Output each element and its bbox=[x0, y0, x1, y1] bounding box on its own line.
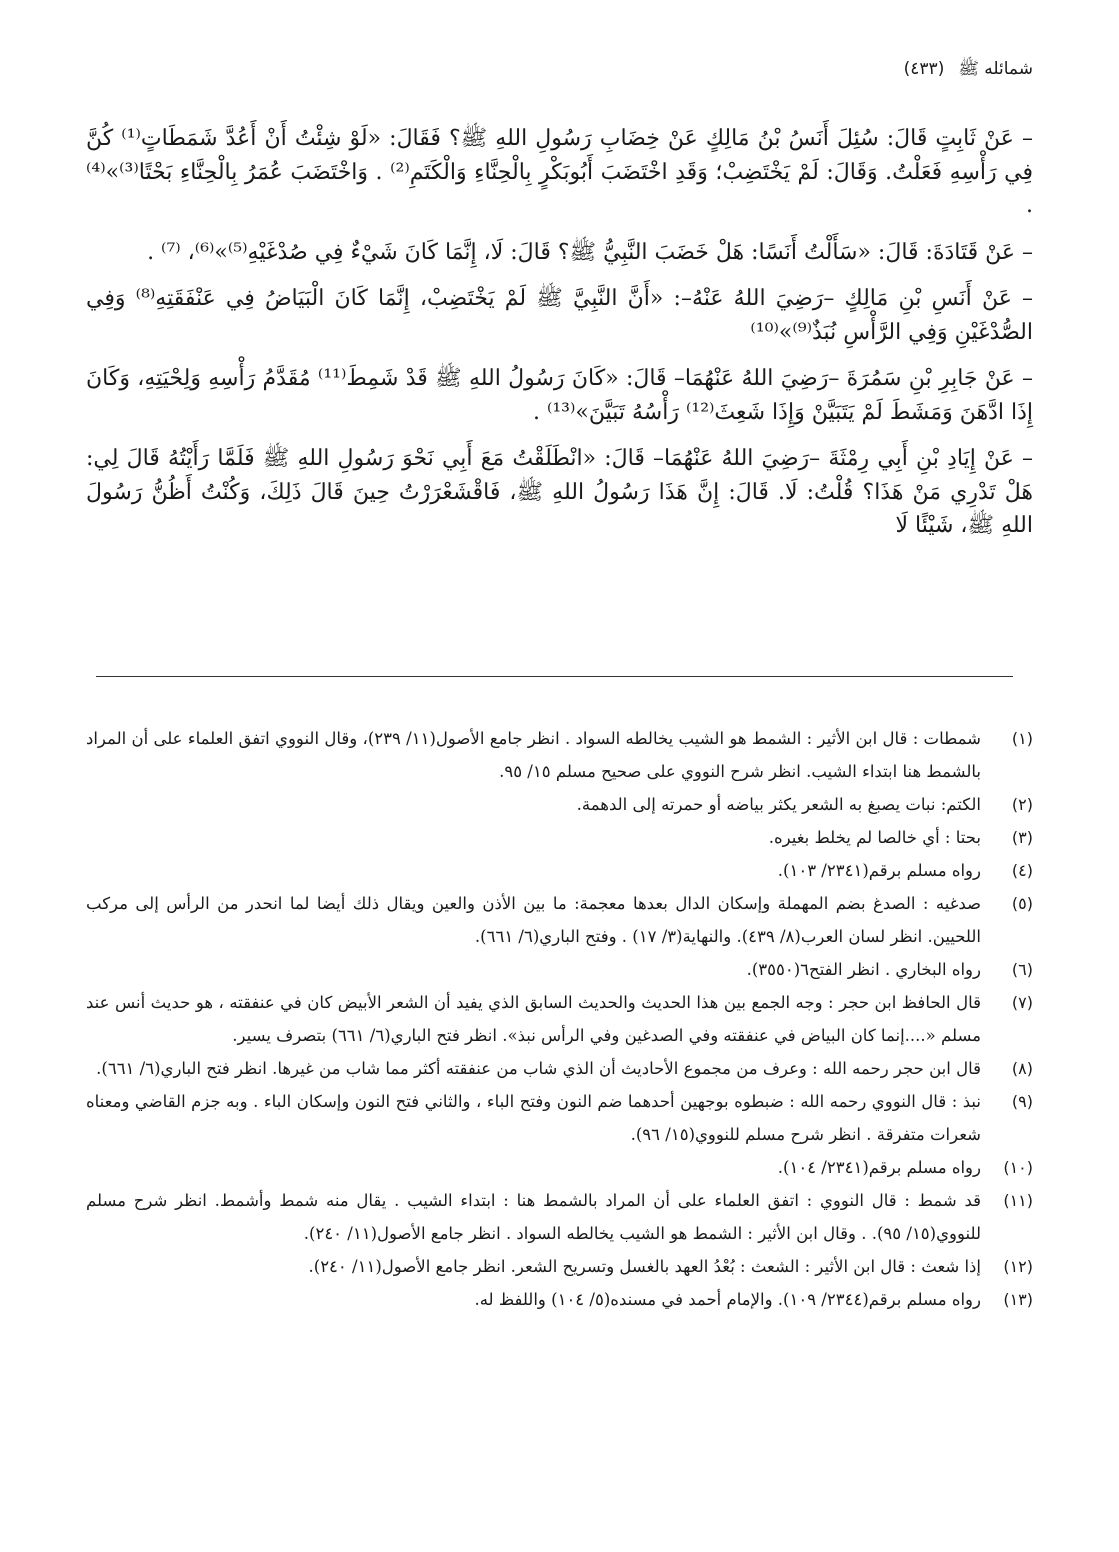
footnote-number: (٦) bbox=[1011, 960, 1033, 979]
footnote-text: إذا شعث : قال ابن الأثير : الشعث : بُعْدُ العهد بالغسل وتسريح الشعر. انظر جامع الأصول(١١/ ٢٤٠). bbox=[308, 1257, 981, 1276]
footnote-number: (١١) bbox=[1003, 1191, 1033, 1210]
footnote bbox=[86, 1151, 1033, 1184]
footnote-number: (٣) bbox=[1011, 828, 1033, 847]
footnote-text: قال ابن حجر رحمه الله : وعرف من مجموع الأحاديث أن الذي شاب من عنفقته أكثر مما شاب من غيرها. انظر فتح الباري(٦/ ٦٦١). bbox=[96, 1059, 981, 1078]
hadith-paragraph-2: – عَنْ قَتَادَةَ: قَالَ: «سَأَلْتُ أَنَسًا: هَلْ خَضَبَ النَّبِيُّ ﷺ؟ قَالَ: لَا، إِنَّمَا كَانَ شَيْءٌ فِي صُدْغَيْهِ⁽⁵⁾»⁽⁶⁾، ⁽⁷⁾ . bbox=[147, 239, 1033, 265]
footnote-number: (١٢) bbox=[1003, 1257, 1033, 1276]
footnote-number: (٤) bbox=[1011, 861, 1033, 880]
footnote-text: بحتا : أي خالصا لم يخلط بغيره. bbox=[768, 828, 981, 847]
running-header bbox=[904, 56, 1033, 82]
footnote bbox=[86, 722, 1033, 788]
footnote-number: (٥) bbox=[1011, 894, 1033, 913]
footnote bbox=[86, 854, 1033, 887]
footnote bbox=[86, 1052, 1033, 1085]
footnote-text: شمطات : قال ابن الأثير : الشمط هو الشيب يخالطه السواد . انظر جامع الأصول(١١/ ٢٣٩)، وقال النووي اتفق العلماء على أن المراد بالشمط هنا ابتداء الشيب. انظر شرح النووي على صحيح مسلم ١٥/ ٩٥. bbox=[86, 729, 982, 781]
footnote-text: قد شمط : قال النووي : اتفق العلماء على أن المراد بالشمط هنا : ابتداء الشيب . يقال منه شمط وأشمط. انظر شرح مسلم للنووي(١٥/ ٩٥). . وقال ابن الأثير : الشمط هو الشيب يخالطه السواد . انظر جامع الأصول(١١/ ٢٤٠). bbox=[86, 1191, 981, 1243]
footnote bbox=[86, 788, 1033, 821]
footnote-text: صدغيه : الصدغ بضم المهملة وإسكان الدال بعدها معجمة: ما بين الأذن والعين ويقال ذلك أيضا لما انحدر من الرأس إلى مركب اللحيين. انظر لسان العرب(٨/ ٤٣٩). والنهاية(٣/ ١٧) . وفتح الباري(٦/ ٦٦١). bbox=[86, 894, 981, 946]
running-title: شمائله ﷺ bbox=[958, 59, 1033, 79]
footnote-number: (١٠) bbox=[1003, 1158, 1033, 1177]
footnote-number: (١) bbox=[1011, 729, 1033, 748]
footnote-number: (٢) bbox=[1011, 795, 1033, 814]
footnote bbox=[86, 986, 1033, 1052]
footnote-text: الكتم: نبات يصبغ به الشعر يكثر بياضه أو حمرته إلى الدهمة. bbox=[576, 795, 981, 814]
footnote-text: رواه مسلم برقم(٢٣٤١/ ١٠٤). bbox=[777, 1158, 981, 1177]
footnote bbox=[86, 821, 1033, 854]
footnotes bbox=[86, 722, 1033, 1316]
hadith-paragraph-5: – عَنْ إِيَادِ بْنِ أَبِي رِمْثَةَ –رَضِيَ اللهُ عَنْهُمَا– قَالَ: «انْطَلَقْتُ مَعَ أَبِي نَحْوَ رَسُولِ اللهِ ﷺ فَلَمَّا رَأَيْتُهُ قَالَ لِي: هَلْ تَدْرِي مَنْ هَذَا؟ قُلْتُ: لَا. قَالَ: إِنَّ هَذَا رَسُولُ اللهِ ﷺ، فَاقْشَعْرَرْتُ حِينَ قَالَ ذَلِكَ، وَكُنْتُ أَظُنُّ رَسُولَ اللهِ ﷺ، شَيْئًا لَا bbox=[86, 446, 1033, 538]
page-number: (٤٣٣) bbox=[903, 59, 945, 79]
hadith-paragraph-1: – عَنْ ثَابِتٍ قَالَ: سُئِلَ أَنَسُ بْنُ مَالِكٍ عَنْ خِضَابِ رَسُولِ اللهِ ﷺ؟ فَقَالَ: «لَوْ شِئْتُ أَنْ أَعُدَّ شَمَطَاتٍ⁽¹⁾ كُنَّ فِي رَأْسِهِ فَعَلْتُ. وَقَالَ: لَمْ يَخْتَضِبْ؛ وَقَدِ اخْتَضَبَ أَبُوبَكْرٍ بِالْحِنَّاءِ وَالْكَتَمِ⁽²⁾ . وَاخْتَضَبَ عُمَرُ بِالْحِنَّاءِ بَحْتًا⁽³⁾»⁽⁴⁾ . bbox=[86, 126, 1033, 218]
footnote-text: رواه البخاري . انظر الفتح٦(٣٥٥٠). bbox=[746, 960, 981, 979]
hadith-paragraph-3: – عَنْ أَنَسِ بْنِ مَالِكٍ –رَضِيَ اللهُ عَنْهُ–: «أَنَّ النَّبِيَّ ﷺ لَمْ يَخْتَضِبْ، إِنَّمَا كَانَ الْبَيَاضُ فِي عَنْفَقَتِهِ⁽⁸⁾ وَفِي الصُّدْغَيْنِ وَفِي الرَّأْسِ نُبَذٌ⁽⁹⁾»⁽¹⁰⁾ bbox=[86, 286, 1034, 345]
footnote bbox=[86, 953, 1033, 986]
footnote-text: قال الحافظ ابن حجر : وجه الجمع بين هذا الحديث والحديث السابق الذي يفيد أن الشعر الأبيض كان في عنفقته ، هو حديث أنس عند مسلم «....إنما كان البياض في عنفقته وفي الصدغين وفي الرأس نبذ». انظر فتح الباري(٦/ ٦٦١) بتصرف يسير. bbox=[86, 993, 981, 1045]
footnote bbox=[86, 1085, 1033, 1151]
footnote-divider bbox=[96, 676, 1013, 677]
footnote bbox=[86, 887, 1033, 953]
footnote-text: نبذ : قال النووي رحمه الله : ضبطوه بوجهين أحدهما ضم النون وفتح الباء ، والثاني فتح النون وإسكان الباء . وبه جزم القاضي ومعناه شعرات متفرقة . انظر شرح مسلم للنووي(١٥/ ٩٦). bbox=[86, 1092, 981, 1144]
footnote-number: (٩) bbox=[1011, 1092, 1033, 1111]
footnote bbox=[86, 1250, 1033, 1283]
footnote bbox=[86, 1283, 1033, 1316]
footnote-text: رواه مسلم برقم(٢٣٤٤/ ١٠٩). والإمام أحمد في مسنده(٥/ ١٠٤) واللفظ له. bbox=[474, 1290, 981, 1309]
main-text bbox=[86, 122, 1033, 556]
footnote-number: (١٣) bbox=[1003, 1290, 1033, 1309]
hadith-paragraph-4: – عَنْ جَابِرِ بْنِ سَمُرَةَ –رَضِيَ اللهُ عَنْهُمَا– قَالَ: «كَانَ رَسُولُ اللهِ ﷺ قَدْ شَمِطَ⁽¹¹⁾ مُقَدَّمُ رَأْسِهِ وَلِحْيَتِهِ، وَكَانَ إِذَا ادَّهَنَ وَمَشَطَ لَمْ يَتَبَيَّنْ وَإِذَا شَعِثَ⁽¹²⁾ رَأْسُهُ تَبَيَّنَ»⁽¹³⁾ . bbox=[86, 366, 1033, 425]
footnote-number: (٨) bbox=[1011, 1059, 1033, 1078]
footnote bbox=[86, 1184, 1033, 1250]
footnote-text: رواه مسلم برقم(٢٣٤١/ ١٠٣). bbox=[777, 861, 981, 880]
footnote-number: (٧) bbox=[1011, 993, 1033, 1012]
